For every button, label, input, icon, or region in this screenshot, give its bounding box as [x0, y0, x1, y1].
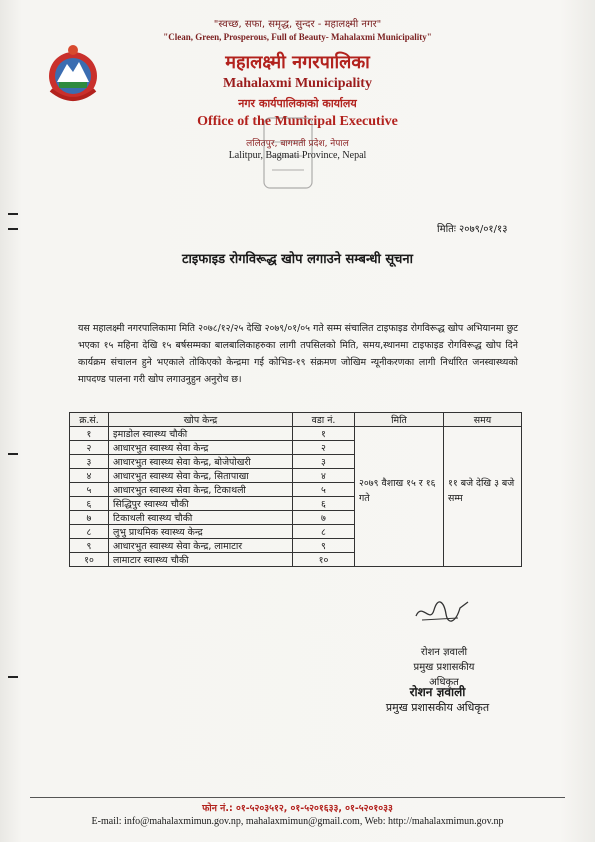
footer-contact: E-mail: info@mahalaxmimun.gov.np, mahalaxmimun@gmail.com, Web: http://mahalaxmimun.gov.np [91, 816, 504, 827]
cell-serial: ९ [70, 539, 109, 553]
municipality-name-nepali: महालक्ष्मी नगरपालिका [225, 52, 370, 73]
cell-serial: १० [70, 553, 109, 567]
stamp-signatory-name: रोशन ज्ञवाली [409, 685, 466, 699]
slogan-nepali: "स्वच्छ, सफा, समृद्ध, सुन्दर - महालक्ष्मी नगर" [213, 19, 382, 30]
header-ward: वडा नं. [293, 413, 355, 427]
cell-date: २०७९ वैशाख १५ र १६ गते [355, 427, 444, 567]
cell-ward: ४ [293, 469, 355, 483]
table-header-row [70, 413, 522, 427]
cell-center: सिद्धिपुर स्वास्थ्य चौकी [109, 497, 293, 511]
office-name-english: Office of the Municipal Executive [197, 114, 398, 129]
footer-phone: फोन नं.: ०१-५२०३५१२, ०१-५२०१६३३, ०१-५२०१०३३ [202, 803, 393, 814]
table-row [70, 427, 522, 441]
signatory-block [404, 645, 484, 690]
cell-center: इमाडोल स्वास्थ्य चौकी [109, 427, 293, 441]
cell-ward: १० [293, 553, 355, 567]
address-nepali: ललितपुर, बागमती प्रदेश, नेपाल [246, 139, 349, 149]
address-english: Lalitpur, Bagmati Province, Nepal [228, 150, 367, 161]
cell-serial: १ [70, 427, 109, 441]
cell-ward: ८ [293, 525, 355, 539]
cell-serial: ५ [70, 483, 109, 497]
cell-center: आधारभुत स्वास्थ्य सेवा केन्द्र, टिकाथली [109, 483, 293, 497]
cell-time: ११ बजे देखि ३ बजे सम्म [444, 427, 522, 567]
signatory-stamp-block [380, 685, 495, 715]
cell-ward: ९ [293, 539, 355, 553]
signatory-name: रोशन ज्ञवाली [420, 647, 468, 658]
office-name-nepali: नगर कार्यपालिकाको कार्यालय [238, 97, 357, 110]
cell-ward: ५ [293, 483, 355, 497]
cell-ward: ३ [293, 455, 355, 469]
cell-serial: ८ [70, 525, 109, 539]
cell-center: आधारभुत स्वास्थ्य सेवा केन्द्र, लामाटार [109, 539, 293, 553]
handwritten-signature-icon [412, 598, 472, 628]
vaccination-schedule-table [69, 412, 522, 567]
cell-center: आधारभुत स्वास्थ्य सेवा केन्द्र, सितापाखा [109, 469, 293, 483]
notice-title: टाइफाइड रोगविरूद्ध खोप लगाउने सम्बन्धी सूचना [182, 252, 413, 267]
cell-center: आधारभुत स्वास्थ्य सेवा केन्द्र, बोजेपोखरी [109, 455, 293, 469]
cell-ward: २ [293, 441, 355, 455]
notice-body: यस महालक्ष्मी नगरपालिकामा मिति २०७८/१२/२५ देखि २०७९/०१/०५ गते सम्म संचालित टाइफाइड रोगविरूद्ध खोप अभियानमा छुट भएका १५ महिना देखि १५ बर्षसम्मका बालबालिकाहरुका लागी तपसिलको मिति, समय,स्थानमा टाइफाइड रोगविरूद्ध खोप दिने कार्यक्रम संचालन हुने भएकाले तोकिएको केन्द्रमा गई कोभिड-१९ संक्रमण जोखिम न्यूनीकरणका लागी निर्धारित जनस्वास्थ्यको मापदण्ड पालना गरी खोप लगाउनुहुन अनुरोध छ। [78, 323, 518, 385]
cell-ward: ७ [293, 511, 355, 525]
cell-center: लुभु प्राथमिक स्वास्थ्य केन्द्र [109, 525, 293, 539]
notice-date: मितिः २०७९/०१/१३ [437, 224, 508, 235]
cell-serial: ६ [70, 497, 109, 511]
slogan-english: "Clean, Green, Prosperous, Full of Beauty- Mahalaxmi Municipality" [163, 32, 432, 42]
cell-serial: ४ [70, 469, 109, 483]
footer-divider [30, 797, 565, 798]
cell-serial: ३ [70, 455, 109, 469]
edge-mark [8, 676, 18, 678]
edge-mark [8, 453, 18, 455]
office-stamp-icon [258, 112, 318, 194]
header-date: मिति [355, 413, 444, 427]
municipality-name-english: Mahalaxmi Municipality [223, 76, 372, 91]
cell-center: लामाटार स्वास्थ्य चौकी [109, 553, 293, 567]
stamp-signatory-position: प्रमुख प्रशासकीय अधिकृत [385, 701, 490, 714]
edge-mark [8, 228, 18, 230]
cell-serial: २ [70, 441, 109, 455]
signatory-position: प्रमुख प्रशासकीय अधिकृत [413, 662, 475, 688]
edge-mark [8, 213, 18, 215]
cell-serial: ७ [70, 511, 109, 525]
cell-ward: १ [293, 427, 355, 441]
header-time: समय [444, 413, 522, 427]
header-center: खोप केन्द्र [109, 413, 293, 427]
cell-center: टिकाथली स्वास्थ्य चौकी [109, 511, 293, 525]
cell-center: आधारभुत स्वास्थ्य सेवा केन्द्र [109, 441, 293, 455]
header-serial: क्र.सं. [70, 413, 109, 427]
cell-ward: ६ [293, 497, 355, 511]
